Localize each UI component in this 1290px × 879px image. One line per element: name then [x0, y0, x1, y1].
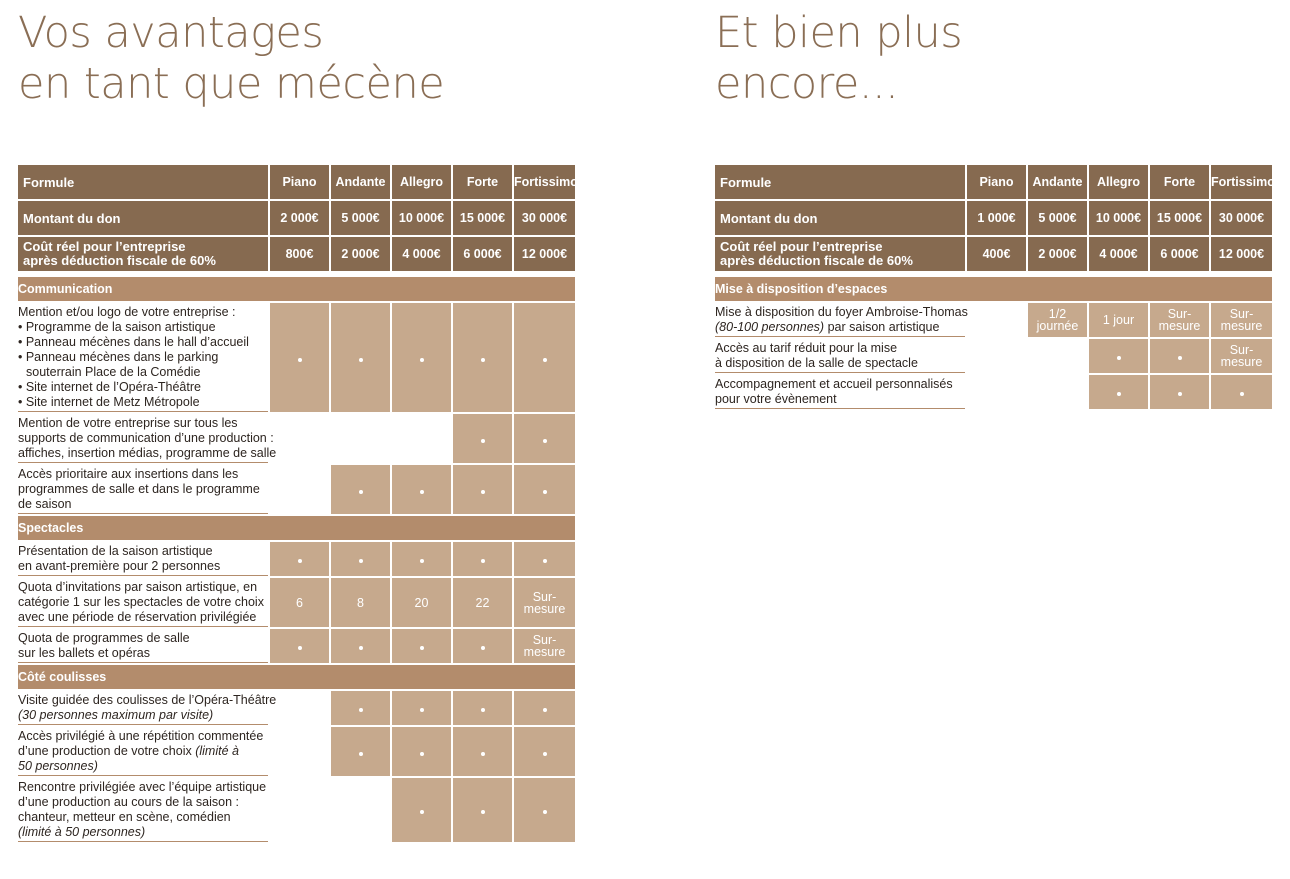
dot-icon: [359, 752, 363, 756]
row-rencontre: [18, 778, 575, 842]
right-title: [715, 8, 962, 110]
montant-piano: 1 000€: [967, 201, 1026, 235]
repetition-line: [18, 759, 268, 774]
repetition-line: Accès privilégié à une répétition commentée: [18, 729, 264, 743]
foyer-fortissimo: [1211, 303, 1272, 337]
quota-fortissimo: [514, 578, 575, 627]
rencontre-line: chanteur, metteur en scène, comédien: [18, 810, 231, 824]
dot-cell: [453, 778, 512, 842]
row-presentation-desc: [18, 542, 268, 576]
formule-label: Formule: [715, 165, 965, 199]
col-andante: Andante: [1028, 165, 1087, 199]
empty-cell: [270, 691, 329, 725]
foyer-half-line1: 1/2: [1048, 307, 1067, 321]
dot-cell: [514, 691, 575, 725]
dot-cell: [1089, 375, 1148, 409]
section-spectacles-label: Spectacles: [18, 516, 575, 540]
dot-cell: [514, 778, 575, 842]
dot-icon: [1240, 392, 1244, 396]
dot-cell: [331, 629, 390, 663]
left-title: [18, 8, 444, 110]
row-supports: [18, 414, 575, 463]
col-allegro: Allegro: [392, 165, 451, 199]
dot-cell: [270, 542, 329, 576]
cout-label: [715, 237, 965, 271]
montant-andante: 5 000€: [1028, 201, 1087, 235]
foyer-line: Mise à disposition du foyer Ambroise-Thomas: [715, 305, 968, 319]
cout-label-line2: après déduction fiscale de 60%: [720, 253, 913, 268]
rencontre-line: d’une production au cours de la saison :: [18, 795, 239, 809]
sur-mesure-line2: mesure: [1220, 355, 1263, 369]
dot-icon: [481, 646, 485, 650]
dot-icon: [298, 358, 302, 362]
section-coulisses-label: Côté coulisses: [18, 665, 575, 689]
dot-cell: [453, 542, 512, 576]
cout-label-line1: Coût réel pour l’entreprise: [720, 239, 883, 254]
presentation-line: Présentation de la saison artistique: [18, 544, 213, 558]
dot-icon: [420, 810, 424, 814]
dot-icon: [481, 810, 485, 814]
dot-icon: [359, 490, 363, 494]
dot-icon: [298, 559, 302, 563]
visite-italic: (30 personnes maximum par visite): [18, 708, 214, 722]
dot-cell: [1089, 339, 1148, 373]
empty-cell: [1028, 339, 1087, 373]
col-allegro: Allegro: [1089, 165, 1148, 199]
dot-icon: [420, 752, 424, 756]
row-tarif-desc: [715, 339, 965, 373]
left-title-line2: en tant que mécène: [18, 59, 445, 109]
empty-cell: [392, 414, 451, 463]
montant-fortissimo: 30 000€: [514, 201, 575, 235]
dot-cell: [392, 727, 451, 776]
dot-cell: [1150, 375, 1209, 409]
cout-label-line1: Coût réel pour l’entreprise: [23, 239, 186, 254]
row-mention: [18, 303, 575, 412]
dot-icon: [420, 559, 424, 563]
foyer-allegro: 1 jour: [1089, 303, 1148, 337]
quota-prog-fortissimo: [514, 629, 575, 663]
sur-mesure-line1: Sur-: [532, 589, 557, 604]
rencontre-line: Rencontre privilégiée avec l’équipe artistique: [18, 780, 267, 794]
dot-icon: [543, 490, 547, 494]
section-communication: [18, 277, 575, 301]
cout-fortissimo: 12 000€: [514, 237, 575, 271]
mention-line: • Site internet de Metz Métropole: [18, 395, 200, 409]
right-table: [713, 163, 1274, 411]
dot-cell: [1211, 375, 1272, 409]
dot-icon: [543, 708, 547, 712]
quota-piano: 6: [270, 578, 329, 627]
row-accompagnement: [715, 375, 1272, 409]
dot-icon: [481, 358, 485, 362]
sur-mesure-line2: mesure: [1158, 319, 1201, 333]
row-quota-programmes: [18, 629, 575, 663]
dot-cell: [453, 465, 512, 514]
foyer-italic: (80-100 personnes): [715, 320, 825, 334]
cout-forte: 6 000€: [1150, 237, 1209, 271]
foyer-andante: [1028, 303, 1087, 337]
montant-forte: 15 000€: [453, 201, 512, 235]
row-accompagnement-desc: [715, 375, 965, 409]
accompagnement-line: pour votre évènement: [715, 392, 837, 406]
dot-icon: [359, 559, 363, 563]
col-fortissimo: Fortissimo: [1211, 165, 1272, 199]
foyer-line: [715, 320, 965, 335]
dot-icon: [298, 646, 302, 650]
dot-icon: [420, 490, 424, 494]
dot-cell: [331, 542, 390, 576]
dot-icon: [481, 708, 485, 712]
dot-icon: [481, 490, 485, 494]
montant-row: [715, 201, 1272, 235]
rencontre-line: [18, 825, 268, 840]
acces-line: programmes de salle et dans le programme: [18, 482, 260, 496]
sur-mesure-line2: mesure: [523, 645, 566, 659]
row-visite: [18, 691, 575, 725]
col-fortissimo: Fortissimo: [514, 165, 575, 199]
mention-line: • Programme de la saison artistique: [18, 320, 216, 334]
mention-line: Mention et/ou logo de votre entreprise :: [18, 305, 236, 319]
rencontre-italic: (limité à 50 personnes): [18, 825, 146, 839]
right-title-line1: Et bien plus: [715, 8, 963, 58]
sur-mesure-line2: mesure: [523, 601, 566, 616]
foyer-forte: [1150, 303, 1209, 337]
supports-line: Mention de votre entreprise sur tous les: [18, 416, 238, 430]
montant-allegro: 10 000€: [392, 201, 451, 235]
dot-cell: [331, 727, 390, 776]
dot-cell: [453, 414, 512, 463]
dot-cell: [392, 778, 451, 842]
dot-cell: [453, 727, 512, 776]
tarif-line: Accès au tarif réduit pour la mise: [715, 341, 898, 355]
row-presentation: [18, 542, 575, 576]
cout-label-line2: après déduction fiscale de 60%: [23, 253, 216, 268]
dot-icon: [359, 646, 363, 650]
dot-icon: [420, 646, 424, 650]
visite-line: [18, 708, 268, 723]
accompagnement-line: Accompagnement et accueil personnalisés: [715, 377, 953, 391]
quota-allegro: 20: [392, 578, 451, 627]
dot-cell: [331, 691, 390, 725]
row-quota-invitations-desc: [18, 578, 268, 627]
dot-icon: [1117, 356, 1121, 360]
dot-icon: [481, 752, 485, 756]
row-foyer: [715, 303, 1272, 337]
dot-cell: [270, 303, 329, 412]
left-title-line1: Vos avantages: [18, 8, 324, 58]
dot-icon: [543, 752, 547, 756]
dot-icon: [359, 358, 363, 362]
row-acces-insertions: [18, 465, 575, 514]
col-andante: Andante: [331, 165, 390, 199]
row-acces-insertions-desc: [18, 465, 268, 514]
cout-piano: 800€: [270, 237, 329, 271]
montant-label: Montant du don: [715, 201, 965, 235]
dot-cell: [514, 414, 575, 463]
row-supports-desc: [18, 414, 277, 463]
cout-allegro: 4 000€: [1089, 237, 1148, 271]
dot-cell: [453, 629, 512, 663]
section-coulisses: [18, 665, 575, 689]
montant-piano: 2 000€: [270, 201, 329, 235]
supports-line: affiches, insertion médias, programme de salle: [18, 446, 277, 460]
section-espaces: [715, 277, 1272, 301]
cout-andante: 2 000€: [331, 237, 390, 271]
formule-row: [715, 165, 1272, 199]
left-table: [16, 163, 577, 844]
empty-cell: [270, 727, 329, 776]
quota-prog-line: sur les ballets et opéras: [18, 646, 151, 660]
cout-andante: 2 000€: [1028, 237, 1087, 271]
cout-forte: 6 000€: [453, 237, 512, 271]
empty-cell: [331, 778, 390, 842]
dot-cell: [514, 303, 575, 412]
row-repetition-desc: [18, 727, 268, 776]
row-visite-desc: [18, 691, 277, 725]
dot-cell: [331, 303, 390, 412]
foyer-text: par saison artistique: [824, 320, 940, 334]
dot-cell: [453, 691, 512, 725]
acces-line: Accès prioritaire aux insertions dans les: [18, 467, 239, 481]
col-piano: Piano: [270, 165, 329, 199]
dot-icon: [1178, 392, 1182, 396]
dot-icon: [1117, 392, 1121, 396]
dot-cell: [392, 691, 451, 725]
visite-line: Visite guidée des coulisses de l’Opéra-Théâtre: [18, 693, 277, 707]
cout-row: [715, 237, 1272, 271]
dot-icon: [481, 439, 485, 443]
dot-cell: [514, 727, 575, 776]
dot-icon: [420, 708, 424, 712]
col-piano: Piano: [967, 165, 1026, 199]
mention-line: souterrain Place de la Comédie: [26, 365, 201, 379]
empty-cell: [270, 465, 329, 514]
quota-andante: 8: [331, 578, 390, 627]
section-spectacles: [18, 516, 575, 540]
col-forte: Forte: [1150, 165, 1209, 199]
row-foyer-desc: [715, 303, 968, 337]
sur-mesure-line1: Sur-: [532, 633, 557, 647]
section-espaces-label: Mise à disposition d’espaces: [715, 277, 1272, 301]
sur-mesure-line2: mesure: [1220, 319, 1263, 333]
dot-cell: [331, 465, 390, 514]
section-communication-label: Communication: [18, 277, 575, 301]
repetition-line: [18, 744, 268, 759]
montant-forte: 15 000€: [1150, 201, 1209, 235]
row-tarif: [715, 339, 1272, 373]
dot-cell: [453, 303, 512, 412]
montant-label: Montant du don: [18, 201, 268, 235]
dot-cell: [514, 465, 575, 514]
sur-mesure-line1: Sur-: [1229, 343, 1254, 357]
dot-icon: [359, 708, 363, 712]
repetition-italic: 50 personnes): [18, 759, 98, 773]
right-title-line2: encore...: [715, 59, 899, 109]
empty-cell: [270, 414, 329, 463]
tarif-line: à disposition de la salle de spectacle: [715, 356, 918, 370]
montant-allegro: 10 000€: [1089, 201, 1148, 235]
tarif-fortissimo: [1211, 339, 1272, 373]
montant-andante: 5 000€: [331, 201, 390, 235]
quota-line: avec une période de réservation privilégiée: [18, 610, 257, 624]
col-forte: Forte: [453, 165, 512, 199]
repetition-italic: (limité à: [195, 744, 239, 758]
dot-cell: [392, 629, 451, 663]
cout-label: [18, 237, 268, 271]
empty-cell: [270, 778, 329, 842]
presentation-line: en avant-première pour 2 personnes: [18, 559, 221, 573]
dot-cell: [270, 629, 329, 663]
empty-cell: [1028, 375, 1087, 409]
dot-icon: [543, 439, 547, 443]
row-quota-invitations: [18, 578, 575, 627]
dot-icon: [1178, 356, 1182, 360]
row-mention-desc: [18, 303, 268, 412]
supports-line: supports de communication d’une production :: [18, 431, 274, 445]
cout-allegro: 4 000€: [392, 237, 451, 271]
mention-line: • Panneau mécènes dans le hall d’accueil: [18, 335, 249, 349]
dot-icon: [543, 559, 547, 563]
quota-line: catégorie 1 sur les spectacles de votre choix: [18, 595, 264, 609]
dot-cell: [392, 542, 451, 576]
dot-icon: [543, 358, 547, 362]
montant-fortissimo: 30 000€: [1211, 201, 1272, 235]
dot-cell: [392, 303, 451, 412]
dot-icon: [420, 358, 424, 362]
mention-line: • Panneau mécènes dans le parking: [18, 350, 219, 364]
empty-cell: [967, 375, 1026, 409]
dot-cell: [514, 542, 575, 576]
sur-mesure-line1: Sur-: [1229, 307, 1254, 321]
row-quota-programmes-desc: [18, 629, 268, 663]
acces-line: de saison: [18, 497, 72, 511]
sur-mesure-line1: Sur-: [1167, 307, 1192, 321]
cout-piano: 400€: [967, 237, 1026, 271]
quota-prog-line: Quota de programmes de salle: [18, 631, 190, 645]
dot-icon: [543, 810, 547, 814]
empty-cell: [967, 303, 1026, 337]
empty-cell: [967, 339, 1026, 373]
cout-row: [18, 237, 575, 271]
foyer-half-line2: journée: [1036, 319, 1079, 333]
mention-line: • Site internet de l’Opéra-Théâtre: [18, 380, 201, 394]
empty-cell: [331, 414, 390, 463]
row-repetition: [18, 727, 575, 776]
dot-cell: [1150, 339, 1209, 373]
quota-forte: 22: [453, 578, 512, 627]
quota-line: Quota d’invitations par saison artistique, en: [18, 580, 258, 594]
dot-cell: [392, 465, 451, 514]
formule-label: Formule: [18, 165, 268, 199]
cout-fortissimo: 12 000€: [1211, 237, 1272, 271]
dot-icon: [481, 559, 485, 563]
repetition-text: d’une production de votre choix: [18, 744, 196, 758]
montant-row: [18, 201, 575, 235]
formule-row: [18, 165, 575, 199]
row-rencontre-desc: [18, 778, 268, 842]
